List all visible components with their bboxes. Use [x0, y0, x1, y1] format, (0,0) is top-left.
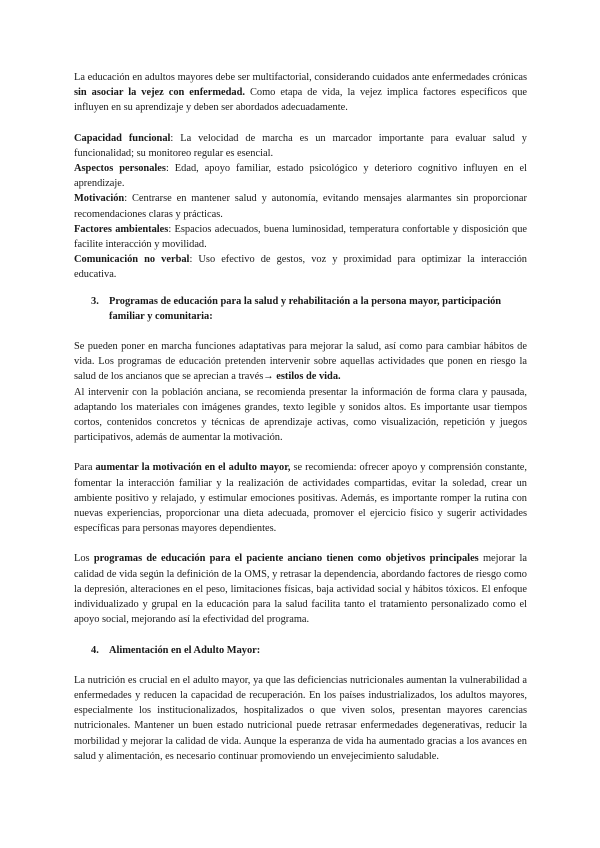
section-4-paragraph-1: La nutrición es crucial en el adulto mayor, ya que las deficiencias nutricionales aumentan la vulnerabilidad a enfermedades y reducen la capacidad de recuperación. En los países industrializados, los adultos mayores, especialmente los institucionalizados, hospitalizados o que viven solos, presentan mayores carencias nutricionales. Mantener un buen estado nutricional puede retrasar enfermedades degenerativas, reducir la morbilidad y mejorar la calidad de vida. Aunque la esperanza de vida ha aumentado gracias a los avances en salud y alimentación, es necesario continuar promoviendo un envejecimiento saludable. [74, 674, 527, 762]
factor-motivacion: Motivación: Centrarse en mantener salud y autonomía, evitando mensajes alarmantes sin proporcionar recomendaciones claras y prácticas. [74, 193, 527, 220]
intro-emphasis: sin asociar la vejez con enfermedad. [74, 87, 245, 99]
section-4-title: Alimentación en el Adulto Mayor: [109, 644, 261, 656]
intro-paragraph: La educación en adultos mayores debe ser multifactorial, considerando cuidados ante enfermedades crónicas sin asociar la vejez con enfermedad. Como etapa de vida, la vejez implica factores específicos que influyen en su aprendizaje y deben ser abordados adecuadamente. [74, 72, 527, 114]
section-3-heading [91, 294, 527, 324]
section-3-paragraph-4: Los programas de educación para el paciente anciano tienen como objetivos principales mejorar la calidad de vida según la definición de la OMS, y retrasar la dependencia, abordando factores de riesgo como la depresión, alteraciones en el peso, limitaciones físicas, baja actividad social y hábitos tóxicos. El enfoque individualizado y grupal en la educación para la salud facilita tanto el tratamiento personalizado como el apoyo social, mejorando así la efectividad del programa. [74, 553, 527, 626]
section-3-paragraph-1: Se pueden poner en marcha funciones adaptativas para mejorar la salud, así como para cambiar hábitos de vida. Los programas de educación pretenden intervenir sobre aquellas actividades que ponen en riesgo la salud de los ancianos que se aprecian a través→ estilos de vida. [74, 341, 527, 383]
factor-comunicacion: Comunicación no verbal: Uso efectivo de gestos, voz y proximidad para optimizar la interacción educativa. [74, 254, 528, 281]
factor-ambientales: Factores ambientales: Espacios adecuados, buena luminosidad, temperatura confortable y disposición que facilite interacción y movilidad. [74, 223, 528, 251]
section-4-heading [91, 643, 527, 658]
factor-aspectos: Aspectos personales: Edad, apoyo familiar, estado psicológico y deterioro cognitivo influyen en el aprendizaje. [74, 163, 528, 190]
factor-capacidad: Capacidad funcional: La velocidad de marcha es un marcador importante para evaluar salud y funcionalidad; su monitoreo regular es esencial. [74, 132, 527, 159]
section-4-number: 4. [91, 644, 99, 656]
section-3-title: Programas de educación para la salud y rehabilitación a la persona mayor, participación familiar y comunitaria: [109, 295, 502, 322]
section-3-paragraph-2: Al intervenir con la población anciana, se recomienda presentar la información de forma clara y pausada, adaptando los materiales con imágenes grandes, texto legible y sonidos altos. Es importante usar tiempos cortos, contenidos concretos y técnicas de aprendizaje activas, como visualización, repetición y juegos participativos, además de aumentar la motivación. [74, 386, 527, 444]
section-3-paragraph-3: Para aumentar la motivación en el adulto mayor, se recomienda: ofrecer apoyo y comprensión constante, fomentar la interacción familiar y la realización de actividades compartidas, evitar la soledad, crear un ambiente positivo y relajado, y estimular emociones positivas. Además, es importante romper la rutina con nuevas experiencias, proporcionar una dieta adecuada, promover el ejercicio físico y sugerir actividades específicas para personas mayores dependientes. [74, 462, 528, 535]
arrow-icon: → [263, 371, 274, 383]
section-3-number: 3. [91, 295, 99, 307]
